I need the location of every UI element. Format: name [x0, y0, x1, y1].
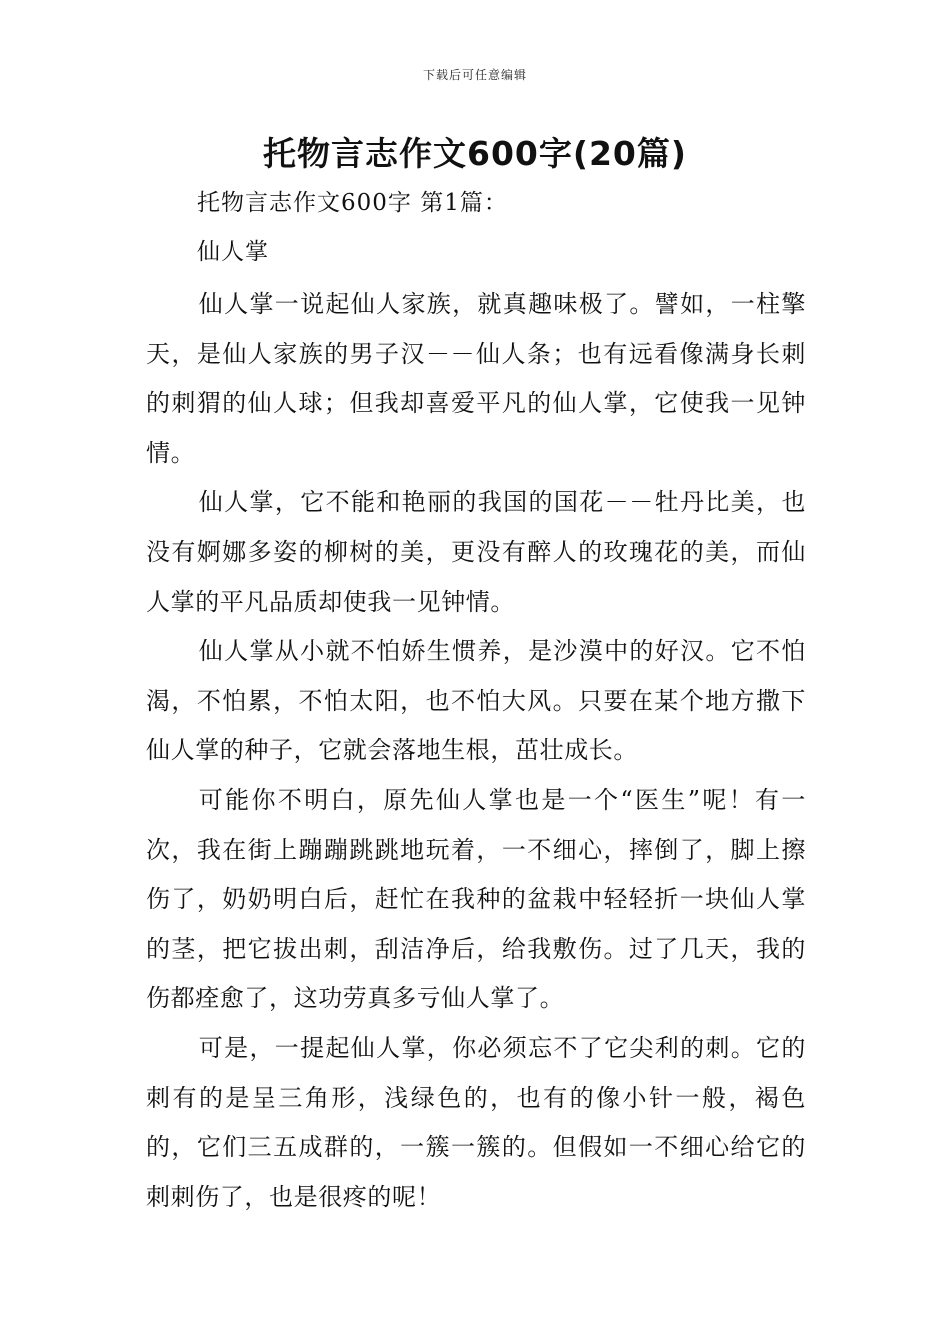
- paragraph: 可是，一提起仙人掌，你必须忘不了它尖利的刺。它的刺有的是呈三角形，浅绿色的，也有的像小针一般，褐色的，它们三五成群的，一簇一簇的。但假如一不细心给它的刺刺伤了，也是很疼的呢！: [146, 1033, 806, 1211]
- paragraph: 仙人掌一说起仙人家族，就真趣味极了。譬如，一柱擎天，是仙人家族的男子汉－－仙人条；也有远看像满身长刺的刺猬的仙人球；但我却喜爱平凡的仙人掌，它使我一见钟情。: [146, 290, 806, 467]
- essay-title: 仙人掌: [197, 239, 269, 265]
- paragraph: 可能你不明白，原先仙人掌也是一个“医生”呢！有一次，我在街上蹦蹦跳跳地玩着，一不细心，摔倒了，脚上擦伤了，奶奶明白后，赶忙在我种的盆栽中轻轻折一块仙人掌的茎，把它拔出刺，刮洁净后，给我敷伤。过了几天，我的伤都痊愈了，这功劳真多亏仙人掌了。: [146, 785, 806, 1013]
- document-title: 托物言志作文600字(20篇): [263, 134, 687, 173]
- header-note: 下载后可任意编辑: [422, 68, 527, 82]
- section-label: 托物言志作文600字 第1篇：: [197, 190, 508, 216]
- paragraph: 仙人掌从小就不怕娇生惯养，是沙漠中的好汉。它不怕渴，不怕累，不怕太阳，也不怕大风。只要在某个地方撒下仙人掌的种子，它就会落地生根，茁壮成长。: [146, 637, 806, 765]
- essay-body: [146, 280, 806, 1222]
- paragraph: 仙人掌，它不能和艳丽的我国的国花－－牡丹比美，也没有婀娜多姿的柳树的美，更没有醉人的玫瑰花的美，而仙人掌的平凡品质却使我一见钟情。: [146, 488, 806, 616]
